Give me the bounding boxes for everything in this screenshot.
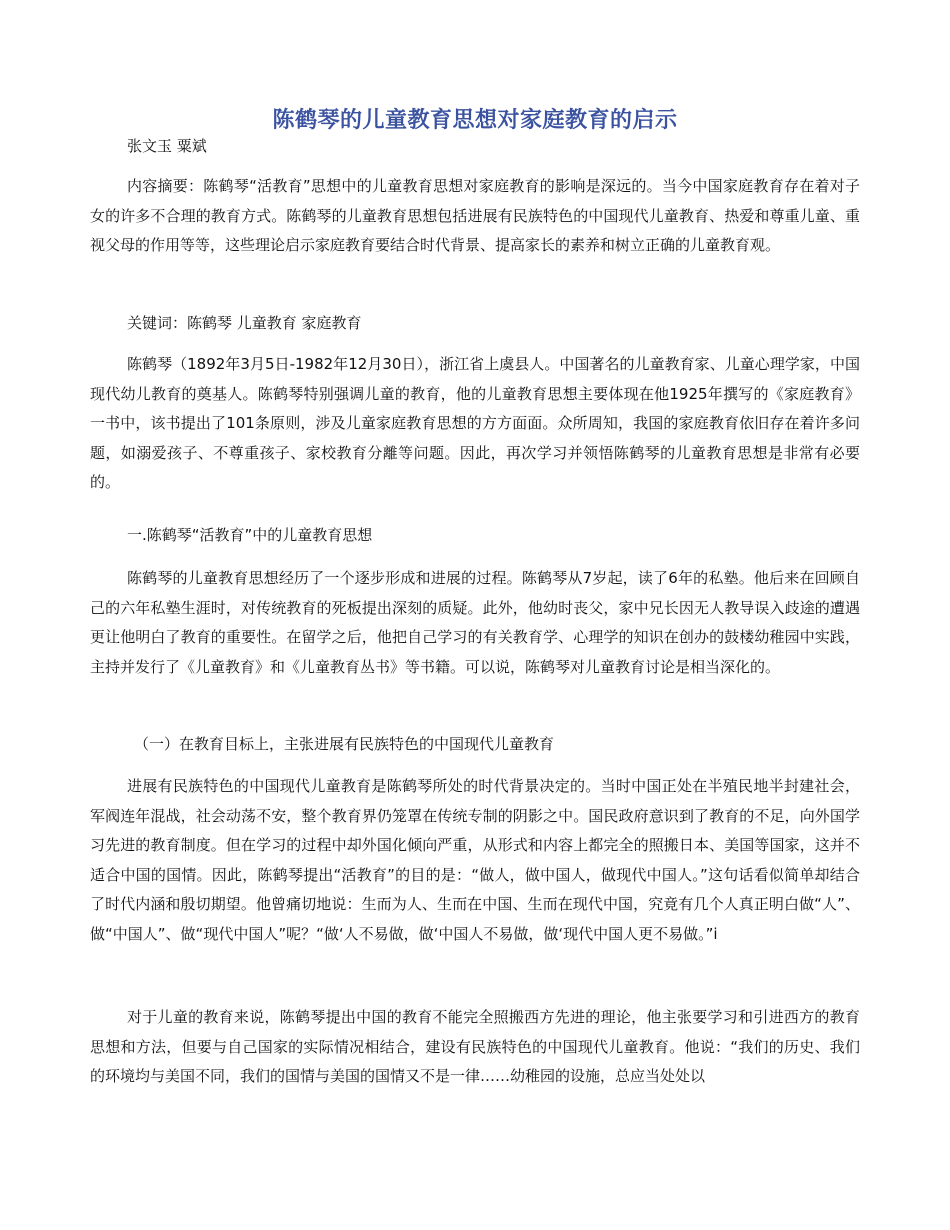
keywords-line: 关键词：陈鹤琴 儿童教育 家庭教育 bbox=[127, 314, 362, 332]
body-paragraph: 对于儿童的教育来说，陈鹤琴提出中国的教育不能完全照搬西方先进的理论，他主张要学习和引进西方的教育思想和方法，但要与自己国家的实际情况相结合，建设有民族特色的中国现代儿童教育。他说：“我们的历史、我们的环境均与美国不同，我们的国情与美国的国情又不是一律……幼稚园的设施，总应当处处以 bbox=[90, 1008, 860, 1085]
subsection-paragraph: 进展有民族特色的中国现代儿童教育是陈鹤琴所处的时代背景决定的。当时中国正处在半殖民地半封建社会，军阀连年混战，社会动荡不安，整个教育界仍笼罩在传统专制的阴影之中。国民政府意识到了教育的不足，向外国学习先进的教育制度。但在学习的过程中却外国化倾向严重，从形式和内容上都完全的照搬日本、美国等国家，这并不适合中国的国情。因此，陈鹤琴提出“活教育”的目的是：“做人，做中国人，做现代中国人。”这句话看似简单却结合了时代内涵和殷切期望。他曾痛切地说：生而为人、生而在中国、生而在现代中国，究竟有几个人真正明白做“人”、做“中国人”、做“现代中国人”呢？“做‘人不易做，做‘中国人不易做，做‘现代中国人更不易做。”i bbox=[90, 777, 860, 943]
abstract-paragraph: 内容摘要：陈鹤琴“活教育”思想中的儿童教育思想对家庭教育的影响是深远的。当今中国家庭教育存在着对子女的许多不合理的教育方式。陈鹤琴的儿童教育思想包括进展有民族特色的中国现代儿童教育、热爱和尊重儿童、重视父母的作用等等，这些理论启示家庭教育要结合时代背景、提高家长的素养和树立正确的儿童教育观。 bbox=[90, 177, 860, 254]
section-paragraph: 陈鹤琴的儿童教育思想经历了一个逐步形成和进展的过程。陈鹤琴从7岁起，读了6年的私塾。他后来在回顾自己的六年私塾生涯时，对传统教育的死板提出深刻的质疑。此外，他幼时丧父，家中兄长因无人教导误入歧途的遭遇更让他明白了教育的重要性。在留学之后，他把自己学习的有关教育学、心理学的知识在创办的鼓楼幼稚园中实践，主持并发行了《儿童教育》和《儿童教育丛书》等书籍。可以说，陈鹤琴对儿童教育讨论是相当深化的。 bbox=[90, 569, 860, 676]
authors: 张文玉 粟斌 bbox=[127, 137, 207, 155]
intro-paragraph: 陈鹤琴（1892年3月5日-1982年12月30日），浙江省上虞县人。中国著名的儿童教育家、儿童心理学家，中国现代幼儿教育的奠基人。陈鹤琴特别强调儿童的教育，他的儿童教育思想主要体现在他1925年撰写的《家庭教育》一书中，该书提出了101条原则，涉及儿童家庭教育思想的方方面面。众所周知，我国的家庭教育依旧存在着许多问题，如溺爱孩子、不尊重孩子、家校教育分離等问题。因此，再次学习并领悟陈鹤琴的儿童教育思想是非常有必要的。 bbox=[90, 355, 860, 491]
article-title: 陈鹤琴的儿童教育思想对家庭教育的启示 bbox=[272, 108, 678, 133]
section-heading: 一.陈鹤琴“活教育”中的儿童教育思想 bbox=[127, 526, 373, 544]
subsection-heading: （一）在教育目标上，主张进展有民族特色的中国现代儿童教育 bbox=[134, 735, 555, 753]
